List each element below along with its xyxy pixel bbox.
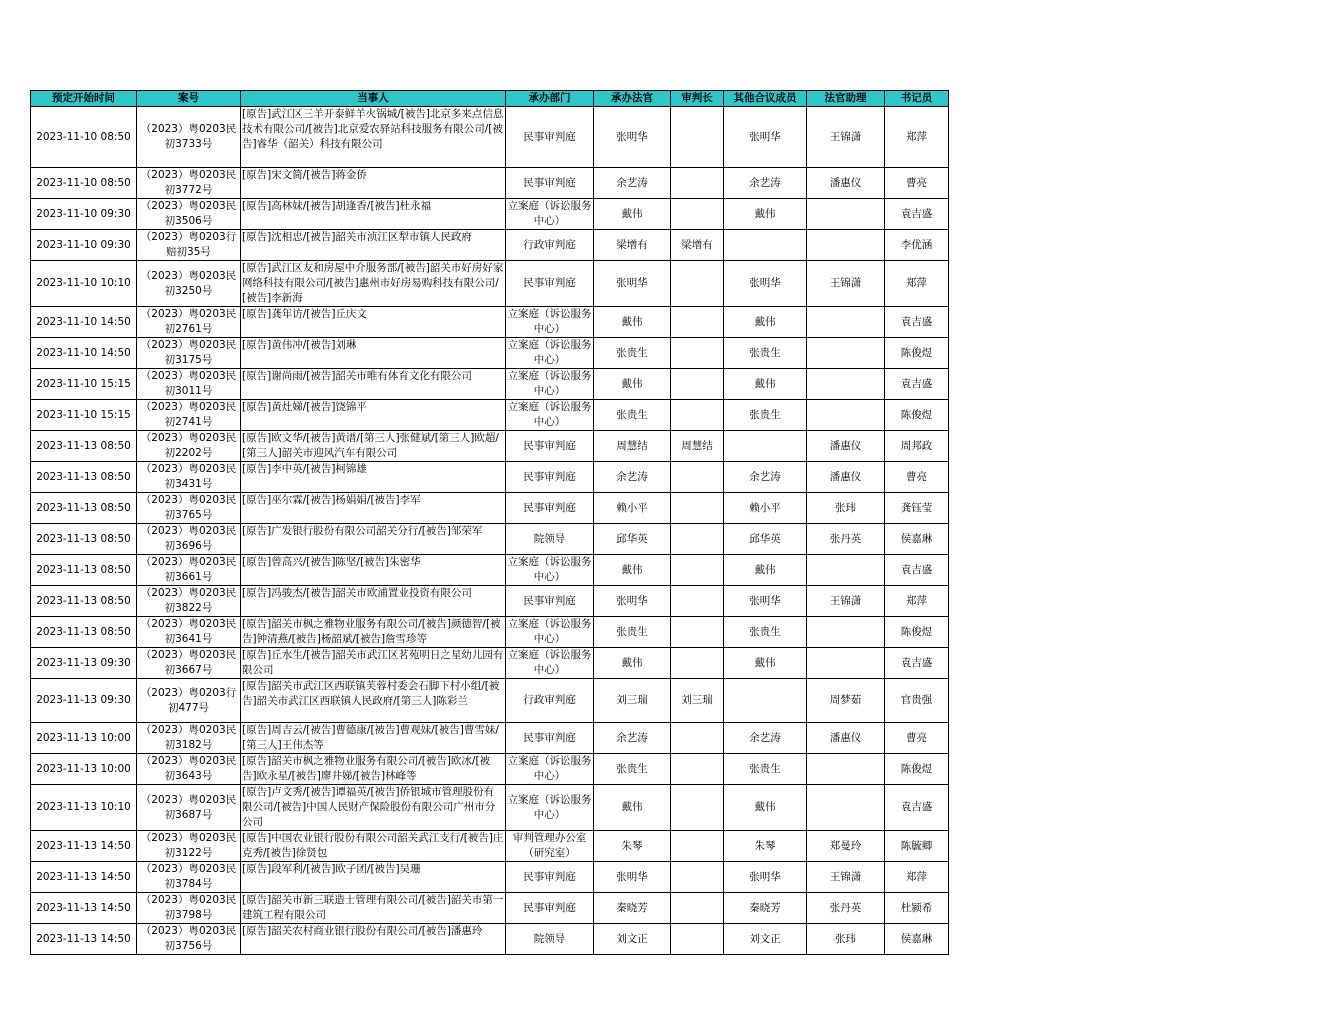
cell-start-time: 2023-11-13 09:30 (31, 679, 137, 723)
cell-case-no: （2023）粤0203民初3784号 (137, 862, 241, 893)
cell-assistant: 王锦潇 (807, 586, 885, 617)
cell-judge: 张贵生 (594, 754, 671, 785)
cell-start-time: 2023-11-13 08:50 (31, 617, 137, 648)
cell-judge: 张明华 (594, 261, 671, 307)
cell-members: 赖小平 (724, 493, 807, 524)
cell-members: 戴伟 (724, 648, 807, 679)
cell-clerk: 侯嘉琳 (885, 924, 949, 955)
cell-presiding (671, 261, 724, 307)
table-row (31, 199, 949, 230)
col-header-start-time: 预定开始时间 (31, 91, 137, 107)
cell-parties: [原告]黄伟冲/[被告]刘琳 (241, 338, 506, 369)
cell-case-no: （2023）粤0203民初2761号 (137, 307, 241, 338)
cell-clerk: 袁吉盛 (885, 648, 949, 679)
cell-dept: 立案庭（诉讼服务中心） (506, 754, 594, 785)
cell-members: 张明华 (724, 107, 807, 168)
col-header-members: 其他合议成员 (724, 91, 807, 107)
table-row (31, 679, 949, 723)
cell-start-time: 2023-11-13 14:50 (31, 893, 137, 924)
col-header-presiding: 审判长 (671, 91, 724, 107)
cell-case-no: （2023）粤0203行初477号 (137, 679, 241, 723)
cell-start-time: 2023-11-13 08:50 (31, 555, 137, 586)
cell-parties: [原告]周吉云/[被告]曹德康/[被告]曹观妹/[被告]曹雪妹/[第三人]王伟杰等 (241, 723, 506, 754)
cell-clerk: 陈俊煜 (885, 338, 949, 369)
cell-presiding (671, 648, 724, 679)
cell-clerk: 曹亮 (885, 723, 949, 754)
cell-parties: [原告]韶关农村商业银行股份有限公司/[被告]潘惠玲 (241, 924, 506, 955)
cell-members: 张贵生 (724, 338, 807, 369)
cell-members: 张明华 (724, 586, 807, 617)
cell-assistant (807, 555, 885, 586)
cell-parties: [原告]广发银行股份有限公司韶关分行/[被告]邹荣军 (241, 524, 506, 555)
cell-members: 戴伟 (724, 555, 807, 586)
cell-case-no: （2023）粤0203民初3011号 (137, 369, 241, 400)
cell-parties: [原告]巫尔霖/[被告]杨娟娟/[被告]李军 (241, 493, 506, 524)
cell-dept: 立案庭（诉讼服务中心） (506, 199, 594, 230)
cell-judge: 戴伟 (594, 785, 671, 831)
cell-parties: [原告]沈相忠/[被告]韶关市浈江区犁市镇人民政府 (241, 230, 506, 261)
table-row (31, 307, 949, 338)
cell-judge: 戴伟 (594, 307, 671, 338)
cell-presiding (671, 831, 724, 862)
table-row (31, 617, 949, 648)
cell-case-no: （2023）粤0203民初3661号 (137, 555, 241, 586)
cell-judge: 张贵生 (594, 400, 671, 431)
cell-case-no: （2023）粤0203民初3822号 (137, 586, 241, 617)
table-row (31, 261, 949, 307)
cell-clerk: 袁吉盛 (885, 785, 949, 831)
cell-start-time: 2023-11-10 14:50 (31, 307, 137, 338)
cell-case-no: （2023）粤0203民初3756号 (137, 924, 241, 955)
cell-judge: 刘三瑞 (594, 679, 671, 723)
cell-parties: [原告]卢文秀/[被告]谭福英/[被告]侨银城市管理股份有限公司/[被告]中国人民财产保险股份有限公司广州市分公司 (241, 785, 506, 831)
cell-assistant (807, 307, 885, 338)
cell-dept: 立案庭（诉讼服务中心） (506, 400, 594, 431)
cell-judge: 张明华 (594, 586, 671, 617)
cell-assistant: 潘惠仪 (807, 168, 885, 199)
cell-presiding (671, 555, 724, 586)
cell-clerk: 陈俊煜 (885, 400, 949, 431)
cell-presiding (671, 862, 724, 893)
cell-start-time: 2023-11-10 09:30 (31, 199, 137, 230)
cell-presiding: 周慧结 (671, 431, 724, 462)
cell-judge: 余艺涛 (594, 168, 671, 199)
cell-members: 邱华英 (724, 524, 807, 555)
cell-presiding (671, 307, 724, 338)
table-body (31, 107, 949, 955)
cell-assistant: 张丹英 (807, 893, 885, 924)
cell-case-no: （2023）粤0203民初3643号 (137, 754, 241, 785)
cell-clerk: 侯嘉琳 (885, 524, 949, 555)
cell-start-time: 2023-11-10 15:15 (31, 369, 137, 400)
cell-parties: [原告]谢尚雨/[被告]韶关市唯有体育文化有限公司 (241, 369, 506, 400)
cell-judge: 戴伟 (594, 648, 671, 679)
cell-judge: 周慧结 (594, 431, 671, 462)
cell-start-time: 2023-11-10 08:50 (31, 168, 137, 199)
table-row (31, 586, 949, 617)
cell-start-time: 2023-11-10 15:15 (31, 400, 137, 431)
table-row (31, 230, 949, 261)
cell-dept: 院领导 (506, 524, 594, 555)
col-header-assistant: 法官助理 (807, 91, 885, 107)
cell-parties: [原告]黄灶娣/[被告]饶锦平 (241, 400, 506, 431)
cell-members: 秦晓芳 (724, 893, 807, 924)
cell-start-time: 2023-11-13 10:10 (31, 785, 137, 831)
cell-dept: 审判管理办公室（研究室） (506, 831, 594, 862)
col-header-case-no: 案号 (137, 91, 241, 107)
cell-start-time: 2023-11-13 08:50 (31, 431, 137, 462)
cell-start-time: 2023-11-13 08:50 (31, 493, 137, 524)
cell-assistant: 王锦潇 (807, 862, 885, 893)
cell-presiding (671, 524, 724, 555)
table-row (31, 831, 949, 862)
cell-members: 余艺涛 (724, 723, 807, 754)
cell-presiding (671, 924, 724, 955)
cell-case-no: （2023）粤0203民初3772号 (137, 168, 241, 199)
cell-start-time: 2023-11-13 08:50 (31, 462, 137, 493)
cell-judge: 秦晓芳 (594, 893, 671, 924)
cell-dept: 民事审判庭 (506, 431, 594, 462)
table-row (31, 400, 949, 431)
cell-start-time: 2023-11-13 08:50 (31, 524, 137, 555)
cell-assistant (807, 230, 885, 261)
cell-assistant: 王锦潇 (807, 261, 885, 307)
cell-assistant: 潘惠仪 (807, 462, 885, 493)
cell-dept: 民事审判庭 (506, 107, 594, 168)
col-header-parties: 当事人 (241, 91, 506, 107)
cell-clerk: 杜颍希 (885, 893, 949, 924)
cell-members: 余艺涛 (724, 462, 807, 493)
cell-clerk: 袁吉盛 (885, 199, 949, 230)
col-header-dept: 承办部门 (506, 91, 594, 107)
cell-clerk: 陈毓卿 (885, 831, 949, 862)
cell-dept: 民事审判庭 (506, 723, 594, 754)
cell-members (724, 679, 807, 723)
cell-assistant (807, 369, 885, 400)
cell-start-time: 2023-11-10 08:50 (31, 107, 137, 168)
cell-parties: [原告]丘水生/[被告]韶关市武江区茗苑明日之星幼儿园有限公司 (241, 648, 506, 679)
cell-parties: [原告]高林妹/[被告]胡逢香/[被告]杜永福 (241, 199, 506, 230)
table-row (31, 862, 949, 893)
cell-dept: 院领导 (506, 924, 594, 955)
cell-start-time: 2023-11-10 10:10 (31, 261, 137, 307)
table-row (31, 168, 949, 199)
cell-dept: 行政审判庭 (506, 230, 594, 261)
cell-dept: 立案庭（诉讼服务中心） (506, 617, 594, 648)
cell-presiding (671, 785, 724, 831)
cell-clerk: 郑萍 (885, 586, 949, 617)
col-header-clerk: 书记员 (885, 91, 949, 107)
table-row (31, 893, 949, 924)
cell-parties: [原告]中国农业银行股份有限公司韶关武江支行/[被告]庄克秀/[被告]徐贤包 (241, 831, 506, 862)
table-row (31, 369, 949, 400)
cell-members: 刘文正 (724, 924, 807, 955)
cell-assistant (807, 338, 885, 369)
cell-members: 张明华 (724, 862, 807, 893)
cell-clerk: 袁吉盛 (885, 307, 949, 338)
table-row (31, 924, 949, 955)
cell-members: 朱琴 (724, 831, 807, 862)
cell-judge: 余艺涛 (594, 462, 671, 493)
cell-case-no: （2023）粤0203民初3175号 (137, 338, 241, 369)
cell-dept: 民事审判庭 (506, 862, 594, 893)
cell-presiding (671, 400, 724, 431)
table-row (31, 338, 949, 369)
cell-judge: 张明华 (594, 107, 671, 168)
cell-assistant: 周梦茹 (807, 679, 885, 723)
cell-case-no: （2023）粤0203民初3182号 (137, 723, 241, 754)
cell-presiding (671, 617, 724, 648)
cell-parties: [原告]段军利/[被告]欧子团/[被告]吴珊 (241, 862, 506, 893)
cell-case-no: （2023）粤0203民初3696号 (137, 524, 241, 555)
cell-members: 戴伟 (724, 307, 807, 338)
col-header-judge: 承办法官 (594, 91, 671, 107)
cell-case-no: （2023）粤0203民初3122号 (137, 831, 241, 862)
cell-assistant: 张丹英 (807, 524, 885, 555)
cell-case-no: （2023）粤0203民初3667号 (137, 648, 241, 679)
cell-dept: 立案庭（诉讼服务中心） (506, 785, 594, 831)
cell-presiding: 梁增有 (671, 230, 724, 261)
cell-case-no: （2023）粤0203行赔初35号 (137, 230, 241, 261)
cell-members (724, 230, 807, 261)
cell-dept: 民事审判庭 (506, 893, 594, 924)
cell-presiding (671, 338, 724, 369)
cell-clerk: 陈俊煜 (885, 754, 949, 785)
cell-presiding (671, 754, 724, 785)
cell-case-no: （2023）粤0203民初3687号 (137, 785, 241, 831)
cell-judge: 刘文正 (594, 924, 671, 955)
cell-start-time: 2023-11-13 10:00 (31, 723, 137, 754)
cell-clerk: 郑萍 (885, 261, 949, 307)
cell-case-no: （2023）粤0203民初3798号 (137, 893, 241, 924)
cell-start-time: 2023-11-13 14:50 (31, 862, 137, 893)
cell-assistant (807, 400, 885, 431)
cell-clerk: 周邦政 (885, 431, 949, 462)
cell-presiding: 刘三瑞 (671, 679, 724, 723)
cell-assistant: 潘惠仪 (807, 431, 885, 462)
cell-parties: [原告]冯骏杰/[被告]韶关市欧浦置业投资有限公司 (241, 586, 506, 617)
cell-clerk: 龚钰莹 (885, 493, 949, 524)
cell-start-time: 2023-11-10 09:30 (31, 230, 137, 261)
cell-clerk: 陈俊煜 (885, 617, 949, 648)
cell-members: 张贵生 (724, 400, 807, 431)
table-row (31, 493, 949, 524)
cell-presiding (671, 723, 724, 754)
cell-case-no: （2023）粤0203民初3641号 (137, 617, 241, 648)
cell-assistant: 张玮 (807, 493, 885, 524)
cell-clerk: 郑萍 (885, 107, 949, 168)
cell-dept: 立案庭（诉讼服务中心） (506, 369, 594, 400)
cell-members: 余艺涛 (724, 168, 807, 199)
cell-clerk: 曹亮 (885, 168, 949, 199)
cell-members: 戴伟 (724, 199, 807, 230)
table-row (31, 555, 949, 586)
table-row (31, 431, 949, 462)
cell-parties: [原告]欧文华/[被告]黄谱/[第三人]张健斌/[第三人]欧超/[第三人]韶关市迎风汽车有限公司 (241, 431, 506, 462)
cell-start-time: 2023-11-13 08:50 (31, 586, 137, 617)
table-row (31, 785, 949, 831)
cell-assistant (807, 199, 885, 230)
cell-clerk: 袁吉盛 (885, 555, 949, 586)
cell-case-no: （2023）粤0203民初3506号 (137, 199, 241, 230)
cell-members: 张贵生 (724, 754, 807, 785)
cell-assistant (807, 617, 885, 648)
cell-dept: 民事审判庭 (506, 168, 594, 199)
cell-judge: 赖小平 (594, 493, 671, 524)
cell-parties: [原告]龚年访/[被告]丘庆文 (241, 307, 506, 338)
cell-judge: 余艺涛 (594, 723, 671, 754)
cell-case-no: （2023）粤0203民初3431号 (137, 462, 241, 493)
cell-clerk: 官贵强 (885, 679, 949, 723)
cell-presiding (671, 893, 724, 924)
cell-judge: 戴伟 (594, 555, 671, 586)
cell-dept: 民事审判庭 (506, 493, 594, 524)
hearing-schedule-table (30, 90, 949, 955)
cell-presiding (671, 168, 724, 199)
cell-judge: 戴伟 (594, 199, 671, 230)
cell-dept: 民事审判庭 (506, 462, 594, 493)
table-row (31, 524, 949, 555)
cell-dept: 立案庭（诉讼服务中心） (506, 307, 594, 338)
cell-judge: 梁增有 (594, 230, 671, 261)
cell-parties: [原告]韶关市枫之雅物业服务有限公司/[被告]欧冰/[被告]欧永星/[被告]廖井娣/[被告]林峰等 (241, 754, 506, 785)
cell-clerk: 袁吉盛 (885, 369, 949, 400)
cell-parties: [原告]韶关市枫之雅物业服务有限公司/[被告]颜德智/[被告]钟清燕/[被告]杨韶斌/[被告]詹雪珍等 (241, 617, 506, 648)
cell-start-time: 2023-11-13 10:00 (31, 754, 137, 785)
cell-clerk: 曹亮 (885, 462, 949, 493)
cell-members: 张明华 (724, 261, 807, 307)
cell-dept: 立案庭（诉讼服务中心） (506, 338, 594, 369)
table-row (31, 754, 949, 785)
cell-clerk: 郑萍 (885, 862, 949, 893)
cell-presiding (671, 586, 724, 617)
cell-parties: [原告]曾高兴/[被告]陈坚/[被告]朱密华 (241, 555, 506, 586)
cell-assistant: 潘惠仪 (807, 723, 885, 754)
cell-judge: 邱华英 (594, 524, 671, 555)
cell-start-time: 2023-11-13 09:30 (31, 648, 137, 679)
cell-judge: 朱琴 (594, 831, 671, 862)
cell-parties: [原告]韶关市新三联造士管理有限公司/[被告]韶关市第一建筑工程有限公司 (241, 893, 506, 924)
cell-case-no: （2023）粤0203民初3250号 (137, 261, 241, 307)
cell-presiding (671, 199, 724, 230)
cell-parties: [原告]武江区友和房屋中介服务部/[被告]韶关市好房好家网络科技有限公司/[被告]惠州市好房易购科技有限公司/[被告]李新海 (241, 261, 506, 307)
cell-parties: [原告]宋文简/[被告]蒋金侨 (241, 168, 506, 199)
cell-judge: 张贵生 (594, 617, 671, 648)
cell-members: 戴伟 (724, 785, 807, 831)
cell-judge: 张明华 (594, 862, 671, 893)
cell-assistant: 张玮 (807, 924, 885, 955)
cell-start-time: 2023-11-13 14:50 (31, 831, 137, 862)
table-row (31, 462, 949, 493)
cell-assistant (807, 648, 885, 679)
cell-assistant: 郑曼玲 (807, 831, 885, 862)
cell-case-no: （2023）粤0203民初3765号 (137, 493, 241, 524)
cell-members (724, 431, 807, 462)
cell-dept: 立案庭（诉讼服务中心） (506, 648, 594, 679)
cell-start-time: 2023-11-10 14:50 (31, 338, 137, 369)
cell-assistant (807, 785, 885, 831)
cell-dept: 立案庭（诉讼服务中心） (506, 555, 594, 586)
cell-case-no: （2023）粤0203民初3733号 (137, 107, 241, 168)
table-row (31, 107, 949, 168)
header-row (31, 91, 949, 107)
cell-dept: 民事审判庭 (506, 261, 594, 307)
cell-parties: [原告]武江区三羊开泰鲜羊火锅城/[被告]北京多来点信息技术有限公司/[被告]北京爱农驿站科技服务有限公司/[被告]睿华（韶关）科技有限公司 (241, 107, 506, 168)
cell-parties: [原告]李中英/[被告]柯锦雄 (241, 462, 506, 493)
cell-assistant: 王锦潇 (807, 107, 885, 168)
cell-clerk: 李优涵 (885, 230, 949, 261)
cell-case-no: （2023）粤0203民初2741号 (137, 400, 241, 431)
table-row (31, 648, 949, 679)
cell-judge: 张贵生 (594, 338, 671, 369)
table-row (31, 723, 949, 754)
cell-presiding (671, 107, 724, 168)
cell-start-time: 2023-11-13 14:50 (31, 924, 137, 955)
cell-parties: [原告]韶关市武江区西联镇芙蓉村委会石脚下村小组/[被告]韶关市武江区西联镇人民政府/[第三人]陈彩兰 (241, 679, 506, 723)
cell-dept: 行政审判庭 (506, 679, 594, 723)
cell-presiding (671, 462, 724, 493)
cell-dept: 民事审判庭 (506, 586, 594, 617)
cell-assistant (807, 754, 885, 785)
cell-presiding (671, 369, 724, 400)
cell-presiding (671, 493, 724, 524)
cell-judge: 戴伟 (594, 369, 671, 400)
cell-case-no: （2023）粤0203民初2202号 (137, 431, 241, 462)
cell-members: 戴伟 (724, 369, 807, 400)
cell-members: 张贵生 (724, 617, 807, 648)
